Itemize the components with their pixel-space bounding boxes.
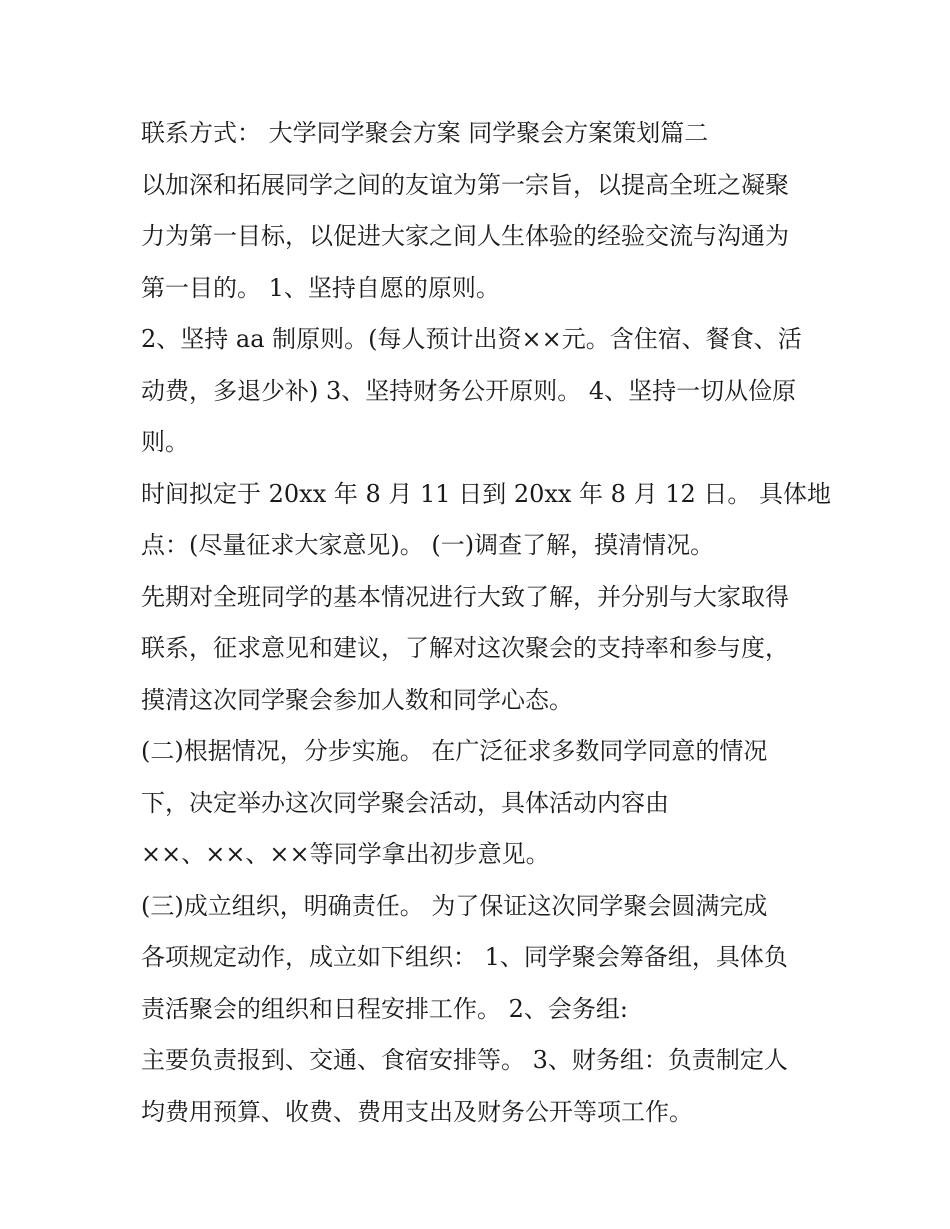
text-line: 则。 <box>141 428 189 456</box>
text-line: 下，决定举办这次同学聚会活动，具体活动内容由 <box>141 788 669 817</box>
text-line: (二)根据情况，分步实施。 在广泛征求多数同学同意的情况 <box>141 737 768 765</box>
text-line: 点：(尽量征求大家意见)。 (一)调查了解，摸清情况。 <box>141 531 715 559</box>
text-line: 联系方式： 大学同学聚会方案 同学聚会方案策划篇二 <box>141 119 709 147</box>
text-line: 力为第一目标，以促进大家之间人生体验的经验交流与沟通为 <box>141 222 789 250</box>
text-line: 主要负责报到、交通、食宿安排等。 3、财务组：负责制定人 <box>141 1046 788 1074</box>
text-line: 第一目的。 1、坚持自愿的原则。 <box>141 273 500 302</box>
text-line: (三)成立组织，明确责任。 为了保证这次同学聚会圆满完成 <box>141 891 768 920</box>
text-line: 以加深和拓展同学之间的友谊为第一宗旨，以提高全班之凝聚 <box>141 170 789 199</box>
text-line: 摸清这次同学聚会参加人数和同学心态。 <box>141 685 573 714</box>
text-line: 2、坚持 aa 制原则。(每人预计出资××元。含住宿、餐食、活 <box>141 325 802 353</box>
text-line: 责活聚会的组织和日程安排工作。 2、会务组: <box>141 994 628 1023</box>
text-line: 各项规定动作，成立如下组织： 1、同学聚会筹备组，具体负 <box>141 943 788 971</box>
text-line: 均费用预算、收费、费用支出及财务公开等项工作。 <box>141 1097 693 1126</box>
document-body <box>141 108 831 1138</box>
text-line: ××、××、××等同学拿出初步意见。 <box>141 840 550 868</box>
text-line: 先期对全班同学的基本情况进行大致了解，并分别与大家取得 <box>141 582 789 611</box>
text-line: 动费，多退少补) 3、坚持财务公开原则。 4、坚持一切从俭原 <box>141 376 797 405</box>
text-line: 时间拟定于 20xx 年 8 月 11 日到 20xx 年 8 月 12 日。 具体地 <box>141 479 832 508</box>
text-line: 联系，征求意见和建议，了解对这次聚会的支持率和参与度， <box>141 634 789 662</box>
